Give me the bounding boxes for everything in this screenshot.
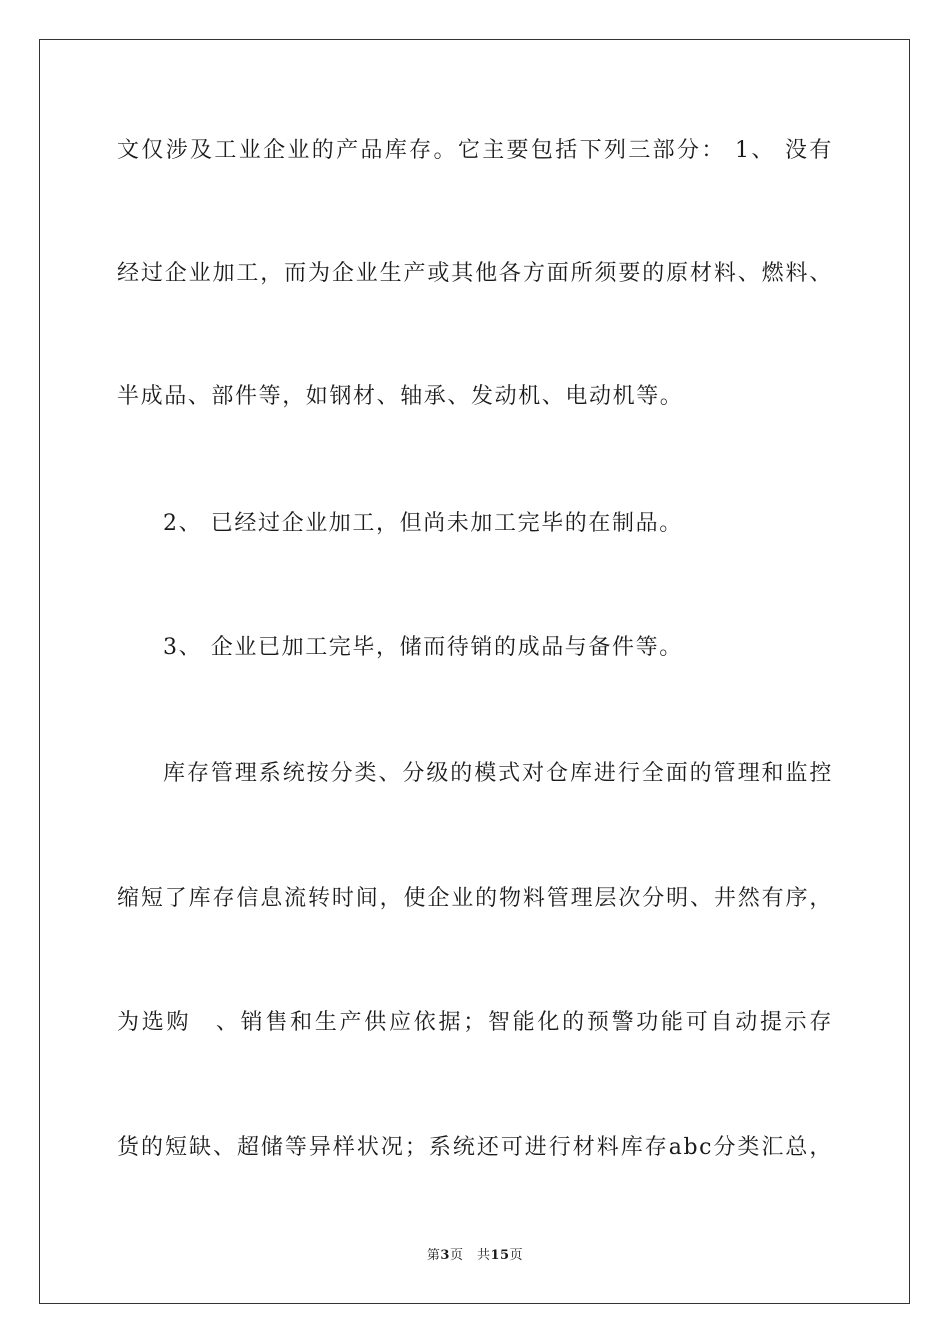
text-line: 3、 企业已加工完毕，储而待销的成品与备件等。 xyxy=(163,635,683,660)
text-line: 缩短了库存信息流转时间，使企业的物料管理层次分明、井然有序， xyxy=(117,886,833,911)
text-line: 库存管理系统按分类、分级的模式对仓库进行全面的管理和监控 xyxy=(163,761,833,786)
page-border xyxy=(39,39,910,1304)
footer-middle: 页 共 xyxy=(449,1248,491,1263)
current-page-number: 3 xyxy=(440,1248,450,1263)
text-line: 文仅涉及工业企业的产品库存。它主要包括下列三部分： 1、 没有 xyxy=(117,138,833,163)
total-page-count: 15 xyxy=(490,1248,510,1263)
text-line: 经过企业加工，而为企业生产或其他各方面所须要的原材料、燃料、 xyxy=(117,261,833,286)
footer-suffix: 页 xyxy=(509,1248,524,1263)
text-line: 货的短缺、超储等异样状况；系统还可进行材料库存abc分类汇总， xyxy=(117,1135,833,1160)
page-number-footer xyxy=(0,1247,950,1265)
text-line: 2、 已经过企业加工，但尚未加工完毕的在制品。 xyxy=(163,511,683,536)
footer-prefix: 第 xyxy=(426,1248,441,1263)
text-line: 为选购 、销售和生产供应依据；智能化的预警功能可自动提示存 xyxy=(117,1010,833,1035)
text-line: 半成品、部件等，如钢材、轴承、发动机、电动机等。 xyxy=(117,384,684,409)
